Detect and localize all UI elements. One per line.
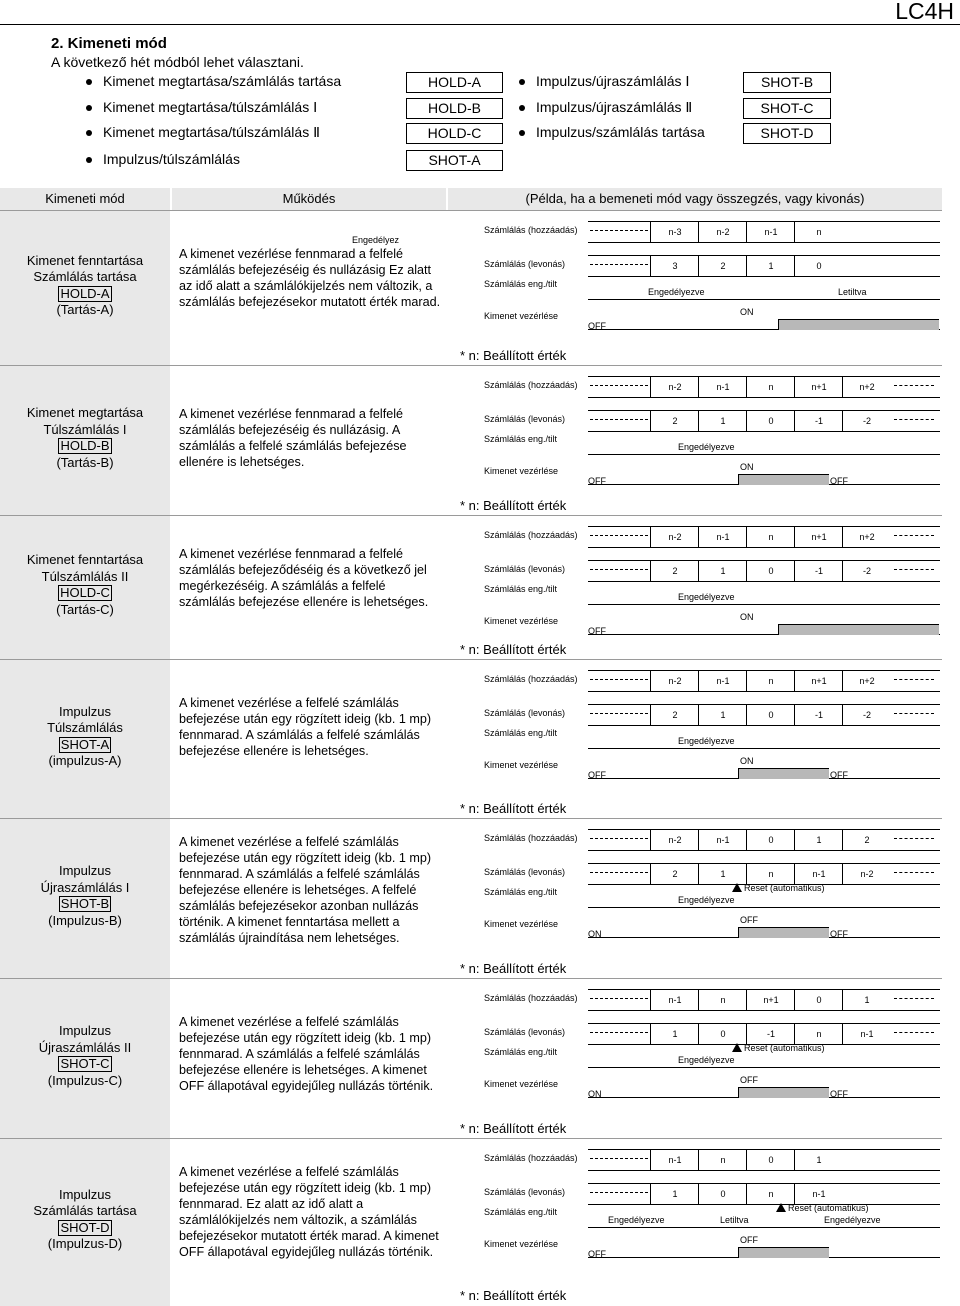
signal-label-up: Számlálás (hozzáadás) <box>484 674 578 684</box>
table-header-mode: Kimeneti mód <box>0 188 170 210</box>
output-on-pulse <box>778 319 939 330</box>
operation-description: A kimenet vezérlése a felfelé számlálás befejezése után egy rögzített ideig (kb. 1 mp) fennmarad. Ez alatt az idő alatt a számlálókijelzés nem változik, a számlálás befejezésekor mutatott érték marad. A kimenet OFF állapotával egyidejűleg nullázás történik. <box>179 1165 439 1259</box>
count-value: n-2 <box>650 830 699 850</box>
signal-label-enable: Számlálás eng./tilt <box>484 1207 558 1217</box>
mode-cell <box>0 660 170 819</box>
output-state-label: ON <box>740 612 754 622</box>
enable-state-label: Engedélyezve <box>678 1055 735 1065</box>
output-signal <box>588 1087 940 1098</box>
signal-label-enable: Számlálás eng./tilt <box>484 584 558 594</box>
timing-chart <box>448 660 942 819</box>
count-value: 1 <box>698 705 747 725</box>
enable-state-label: Engedélyezve <box>648 287 705 297</box>
mode-list-item <box>536 124 705 140</box>
count-value: n <box>746 1184 795 1204</box>
count-value: n-1 <box>794 864 843 884</box>
count-sequence-down <box>588 1183 940 1205</box>
count-value: 0 <box>794 256 843 276</box>
count-value: n-2 <box>650 671 699 691</box>
signal-label-enable: Számlálás eng./tilt <box>484 887 558 897</box>
count-value: 2 <box>650 864 699 884</box>
mode-name-line: Kimenet fenntartása <box>26 252 144 268</box>
enable-line <box>588 748 940 749</box>
count-value: 1 <box>794 1150 843 1170</box>
model-code: LC4H <box>895 0 954 24</box>
bullet-icon <box>519 79 525 85</box>
count-sequence-down <box>588 560 940 582</box>
count-value: 1 <box>650 1184 699 1204</box>
signal-label-down: Számlálás (levonás) <box>484 259 566 269</box>
mode-code-box: SHOT-A <box>406 150 503 171</box>
signal-label-down: Számlálás (levonás) <box>484 564 566 574</box>
bullet-icon <box>519 105 525 111</box>
count-value: -1 <box>794 561 843 581</box>
count-sequence-down <box>588 1023 940 1045</box>
count-value: n-3 <box>650 222 699 242</box>
output-on-pulse <box>738 927 829 938</box>
mode-code: HOLD-B <box>60 438 110 453</box>
count-value: n-2 <box>650 527 699 547</box>
count-value: 1 <box>794 830 843 850</box>
count-value: n-1 <box>698 830 747 850</box>
mode-name-line: Túlszámlálás I <box>43 421 127 437</box>
enable-state-label: Engedélyezve <box>678 736 735 746</box>
output-state-label: OFF <box>830 929 848 939</box>
count-sequence-down <box>588 255 940 277</box>
mode-subname: (Tartás-A) <box>56 302 114 317</box>
timing-chart <box>448 516 942 660</box>
count-value: 0 <box>746 830 795 850</box>
signal-label-up: Számlálás (hozzáadás) <box>484 833 578 843</box>
count-value: n-2 <box>842 864 891 884</box>
output-state-label: OFF <box>830 476 848 486</box>
mode-cell <box>0 366 170 516</box>
table-header-operation: Működés <box>172 188 446 210</box>
reset-label: Reset (automatikus) <box>744 883 825 893</box>
mode-name-line: Számlálás tartása <box>33 1203 137 1218</box>
count-value: n+2 <box>842 377 891 397</box>
setpoint-note: * n: Beállított érték <box>460 801 567 816</box>
mode-name-line: Impulzus <box>58 863 112 878</box>
output-state-label: OFF <box>830 1089 848 1099</box>
enable-state-label: Letiltva <box>838 287 867 297</box>
signal-label-output: Kimenet vezérlése <box>484 616 559 626</box>
enable-caption: Engedélyez <box>352 235 400 245</box>
mode-list-item <box>536 73 690 90</box>
setpoint-note: * n: Beállított érték <box>460 1288 567 1303</box>
count-value: 0 <box>746 705 795 725</box>
count-value: -1 <box>794 705 843 725</box>
operation-description: A kimenet vezérlése a felfelé számlálás befejezése után egy rögzített ideig (kb. 1 mp) fennmarad. A számlálás a felfelé számlálás befejezése ellenére is lehetséges. A felfelé számlálás befejezésekor azonban nullázás történik. A kimenet fenntartása mellett a számlálás újraindítása nem lehetséges. <box>179 835 432 945</box>
signal-label-output: Kimenet vezérlése <box>484 311 559 321</box>
mode-name-line: Újraszámlálás II <box>38 1039 132 1055</box>
bullet-icon <box>519 130 525 136</box>
count-value: 1 <box>698 864 747 884</box>
output-state-label: OFF <box>740 1235 758 1245</box>
mode-name-line: Impulzus <box>58 1023 112 1038</box>
table-row <box>0 515 942 660</box>
mode-name-line: Impulzus <box>58 703 112 719</box>
output-state-label: ON <box>740 756 754 766</box>
output-state-label: OFF <box>588 321 606 331</box>
timing-chart <box>448 819 942 979</box>
mode-cell <box>0 979 170 1139</box>
mode-subname: (impulzus-A) <box>48 753 122 768</box>
count-value: 2 <box>842 830 891 850</box>
count-value: n <box>698 1150 747 1170</box>
count-value: -2 <box>842 561 891 581</box>
count-value: n-2 <box>650 377 699 397</box>
mode-list-item <box>103 124 320 141</box>
count-sequence-up <box>588 1149 940 1171</box>
mode-cell <box>0 516 170 660</box>
count-value: n <box>794 1024 843 1044</box>
section-intro: A következő hét módból lehet választani. <box>51 54 304 70</box>
mode-label: Impulzus/túlszámlálás <box>103 151 240 167</box>
mode-name-line: Újraszámlálás I <box>40 879 130 895</box>
count-value: n+1 <box>794 671 843 691</box>
setpoint-note: * n: Beállított érték <box>460 961 567 976</box>
enable-state-label: Engedélyezve <box>678 895 735 905</box>
signal-label-up: Számlálás (hozzáadás) <box>484 380 578 390</box>
enable-line <box>588 299 940 300</box>
output-signal <box>588 927 940 938</box>
output-state-label: OFF <box>588 626 606 636</box>
count-value: -2 <box>842 411 891 431</box>
reset-triangle-icon <box>776 1203 786 1212</box>
count-value: n-1 <box>698 377 747 397</box>
enable-state-label: Letiltva <box>720 1215 749 1225</box>
mode-cell <box>0 211 170 366</box>
count-value: 1 <box>746 256 795 276</box>
output-state-label: ON <box>740 462 754 472</box>
count-value: n-1 <box>650 990 699 1010</box>
count-value: 1 <box>650 1024 699 1044</box>
count-value: n+2 <box>842 671 891 691</box>
enable-line <box>588 907 940 908</box>
signal-label-enable: Számlálás eng./tilt <box>484 728 558 738</box>
mode-name-line: Kimenet megtartása <box>26 405 144 420</box>
count-value: n+2 <box>842 527 891 547</box>
count-value: n <box>698 990 747 1010</box>
mode-code-box: SHOT-B <box>743 72 831 93</box>
count-value: 1 <box>698 561 747 581</box>
enable-state-label: Engedélyezve <box>678 592 735 602</box>
count-value: n-1 <box>842 1024 891 1044</box>
signal-label-enable: Számlálás eng./tilt <box>484 279 558 289</box>
mode-label: Kimenet megtartása/túlszámlálás Ⅱ <box>103 124 320 140</box>
bullet-icon <box>86 105 92 111</box>
signal-label-output: Kimenet vezérlése <box>484 1079 559 1089</box>
count-sequence-up <box>588 829 940 851</box>
mode-code: SHOT-A <box>60 736 110 752</box>
count-value: 2 <box>650 705 699 725</box>
operation-description: A kimenet vezérlése a felfelé számlálás befejezése után egy rögzített ideig (kb. 1 mp) fennmarad. A számlálás a felfelé számlálás befejezése ellenére is lehetséges. <box>179 696 432 758</box>
count-value: n <box>794 222 843 242</box>
enable-line <box>588 454 940 455</box>
mode-name-line: Túlszámlálás <box>47 720 123 735</box>
mode-label: Impulzus/újraszámlálás Ⅰ <box>536 73 690 89</box>
count-value: n-2 <box>698 222 747 242</box>
bullet-icon <box>86 79 92 85</box>
setpoint-note: * n: Beállított érték <box>460 498 567 513</box>
mode-code: SHOT-C <box>60 1056 110 1071</box>
count-value: n <box>746 671 795 691</box>
mode-name-line: Számlálás tartása <box>33 269 137 284</box>
operation-description: A kimenet vezérlése a felfelé számlálás befejezése után egy rögzített ideig (kb. 1 mp) fennmarad. A számlálás a felfelé számlálás befejezése ellenére is lehetséges. A kimenet OFF állapotával egyidejűleg nullázás történik. <box>179 1015 434 1093</box>
signal-label-up: Számlálás (hozzáadás) <box>484 1153 578 1163</box>
output-on-pulse <box>778 624 939 635</box>
timing-chart <box>448 1139 942 1306</box>
setpoint-note: * n: Beállított érték <box>460 348 567 363</box>
enable-line <box>588 604 940 605</box>
count-value: 2 <box>698 256 747 276</box>
count-value: n-1 <box>746 222 795 242</box>
output-signal <box>588 768 940 779</box>
section-title: 2. Kimeneti mód <box>51 35 167 52</box>
count-value: n-1 <box>698 527 747 547</box>
mode-code: SHOT-D <box>60 1219 110 1235</box>
count-value: n <box>746 377 795 397</box>
output-state-label: ON <box>588 929 602 939</box>
mode-name-line: Kimenet fenntartása <box>26 552 144 567</box>
output-state-label: OFF <box>588 1249 606 1259</box>
signal-label-down: Számlálás (levonás) <box>484 867 566 877</box>
mode-subname: (Impulzus-C) <box>47 1072 123 1088</box>
table-row <box>0 365 942 516</box>
count-value: n+1 <box>746 990 795 1010</box>
table-row <box>0 1138 942 1306</box>
count-value: 1 <box>698 411 747 431</box>
setpoint-note: * n: Beállított érték <box>460 642 567 657</box>
count-value: n <box>746 527 795 547</box>
signal-label-down: Számlálás (levonás) <box>484 414 566 424</box>
mode-code-box: HOLD-B <box>406 98 503 119</box>
bullet-icon <box>86 157 92 163</box>
count-value: -2 <box>842 705 891 725</box>
output-state-label: OFF <box>830 770 848 780</box>
output-signal <box>588 319 940 330</box>
reset-label: Reset (automatikus) <box>744 1043 825 1053</box>
mode-code-box: HOLD-A <box>406 72 503 93</box>
mode-cell <box>0 819 170 979</box>
output-on-pulse <box>738 1087 829 1098</box>
count-value: 2 <box>650 411 699 431</box>
mode-subname: (Impulzus-B) <box>48 912 122 928</box>
mode-code-box: HOLD-C <box>406 123 503 144</box>
operation-description: A kimenet vezérlése fennmarad a felfelé számlálás befejeződéséig és a következő jel megérkezéséig. A számlálás a felfelé számlálás befejezése ellenére is lehetséges. <box>179 547 429 609</box>
count-value: 0 <box>698 1184 747 1204</box>
output-state-label: OFF <box>740 915 758 925</box>
mode-subname: (Tartás-C) <box>56 601 114 617</box>
signal-label-output: Kimenet vezérlése <box>484 1239 559 1249</box>
count-sequence-up <box>588 376 940 398</box>
timing-chart <box>448 979 942 1139</box>
signal-label-output: Kimenet vezérlése <box>484 760 559 770</box>
output-state-label: ON <box>588 1089 602 1099</box>
output-state-label: ON <box>740 307 754 317</box>
mode-name-line: Túlszámlálás II <box>41 568 129 584</box>
table-header-example: (Példa, ha a bemeneti mód vagy összegzés, vagy kivonás) <box>448 188 942 210</box>
signal-label-up: Számlálás (hozzáadás) <box>484 530 578 540</box>
enable-state-label: Engedélyezve <box>678 442 735 452</box>
count-value: -1 <box>794 411 843 431</box>
table-row <box>0 978 942 1139</box>
output-state-label: OFF <box>588 770 606 780</box>
count-value: 1 <box>842 990 891 1010</box>
signal-label-up: Számlálás (hozzáadás) <box>484 225 578 235</box>
header-rule <box>0 24 960 25</box>
mode-list-item <box>103 73 341 89</box>
signal-label-down: Számlálás (levonás) <box>484 1027 566 1037</box>
signal-label-up: Számlálás (hozzáadás) <box>484 993 578 1003</box>
count-value: n-1 <box>794 1184 843 1204</box>
count-value: 3 <box>650 256 699 276</box>
count-sequence-up <box>588 526 940 548</box>
count-sequence-down <box>588 863 940 885</box>
count-value: n-1 <box>698 671 747 691</box>
table-row <box>0 210 942 366</box>
count-value: n+1 <box>794 377 843 397</box>
table-row <box>0 659 942 819</box>
operation-description: A kimenet vezérlése fennmarad a felfelé számlálás befejezéséig és nullázásig Ez alatt az idő alatt a számlálókijelzés nem változik, a számlálás befejezésekor mutatott érték marad. <box>179 247 441 309</box>
timing-chart <box>448 211 942 366</box>
mode-subname: (Tartás-B) <box>56 454 114 470</box>
mode-code: HOLD-A <box>60 285 110 301</box>
setpoint-note: * n: Beállított érték <box>460 1121 567 1136</box>
enable-line <box>588 1067 940 1068</box>
table-row <box>0 818 942 979</box>
count-sequence-down <box>588 410 940 432</box>
count-sequence-up <box>588 989 940 1011</box>
output-state-label: OFF <box>588 476 606 486</box>
enable-state-label: Engedélyezve <box>824 1215 881 1225</box>
count-value: 0 <box>746 411 795 431</box>
count-value: 0 <box>746 1150 795 1170</box>
mode-label: Kimenet megtartása/túlszámlálás Ⅰ <box>103 99 318 115</box>
signal-label-output: Kimenet vezérlése <box>484 919 559 929</box>
enable-line <box>588 1227 940 1228</box>
output-on-pulse <box>738 474 829 485</box>
mode-label: Impulzus/számlálás tartása <box>536 124 705 140</box>
output-signal <box>588 474 940 485</box>
signal-label-enable: Számlálás eng./tilt <box>484 434 558 444</box>
timing-chart <box>448 366 942 516</box>
mode-label: Impulzus/újraszámlálás Ⅱ <box>536 99 693 115</box>
count-value: n+1 <box>794 527 843 547</box>
count-sequence-down <box>588 704 940 726</box>
reset-triangle-icon <box>732 883 742 892</box>
mode-label: Kimenet megtartása/számlálás tartása <box>103 73 342 89</box>
mode-code-box: SHOT-C <box>743 98 831 119</box>
output-on-pulse <box>738 1247 829 1258</box>
count-value: -1 <box>746 1024 795 1044</box>
output-on-pulse <box>738 768 829 779</box>
mode-list-item <box>103 99 317 116</box>
count-value: n <box>746 864 795 884</box>
mode-list-item <box>536 99 692 116</box>
count-value: n-1 <box>650 1150 699 1170</box>
output-state-label: OFF <box>740 1075 758 1085</box>
mode-subname: (Impulzus-D) <box>47 1236 123 1251</box>
mode-list-item <box>103 151 240 167</box>
output-signal <box>588 1247 940 1258</box>
mode-code: HOLD-C <box>60 585 110 600</box>
count-value: 0 <box>794 990 843 1010</box>
reset-triangle-icon <box>732 1043 742 1052</box>
signal-label-enable: Számlálás eng./tilt <box>484 1047 558 1057</box>
output-signal <box>588 624 940 635</box>
signal-label-down: Számlálás (levonás) <box>484 1187 566 1197</box>
count-sequence-up <box>588 670 940 692</box>
reset-label: Reset (automatikus) <box>788 1203 869 1213</box>
count-sequence-up <box>588 221 940 243</box>
count-value: 0 <box>746 561 795 581</box>
signal-label-down: Számlálás (levonás) <box>484 708 566 718</box>
mode-code: SHOT-B <box>60 896 110 911</box>
bullet-icon <box>86 130 92 136</box>
signal-label-output: Kimenet vezérlése <box>484 466 559 476</box>
count-value: 0 <box>698 1024 747 1044</box>
operation-description: A kimenet vezérlése fennmarad a felfelé számlálás befejezéséig és nullázásig. A számlálás a felfelé számlálás befejezése ellenére is lehetséges. <box>179 407 407 469</box>
mode-name-line: Impulzus <box>58 1186 112 1202</box>
count-value: 2 <box>650 561 699 581</box>
mode-code-box: SHOT-D <box>743 123 831 144</box>
mode-cell <box>0 1139 170 1306</box>
enable-state-label: Engedélyezve <box>608 1215 665 1225</box>
